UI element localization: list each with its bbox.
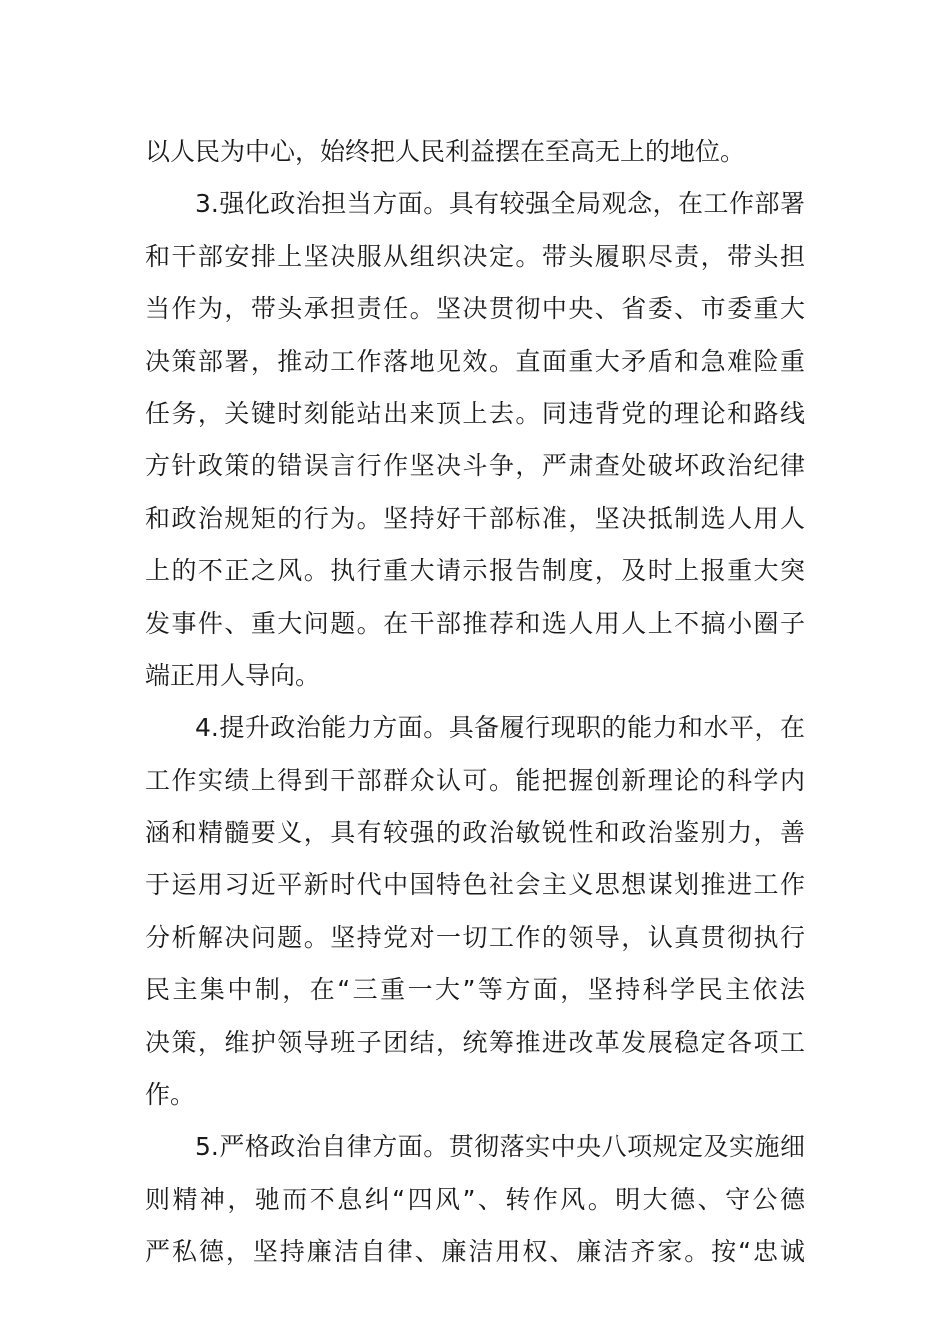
text-line: 端正用人导向。 bbox=[145, 660, 321, 690]
text-line: 于运用习近平新时代中国特色社会主义思想谋划推进工作 bbox=[145, 870, 805, 900]
text-line: 和干部安排上坚决服从组织决定。带头履职尽责，带头担 bbox=[145, 241, 805, 271]
text-line: 严私德，坚持廉洁自律、廉洁用权、廉洁齐家。按“忠诚 bbox=[145, 1237, 805, 1267]
text-line: 以人民为中心，始终把人民利益摆在至高无上的地位。 bbox=[145, 137, 746, 166]
text-line: 和政治规矩的行为。坚持好干部标准，坚决抵制选人用人 bbox=[145, 503, 805, 533]
text-line: 4.提升政治能力方面。具备履行现职的能力和水平，在 bbox=[195, 713, 805, 743]
text-line: 决策部署，推动工作落地见效。直面重大矛盾和急难险重 bbox=[145, 346, 805, 376]
body-text bbox=[145, 126, 805, 1279]
text-line: 决策，维护领导班子团结，统筹推进改革发展稳定各项工 bbox=[145, 1027, 805, 1057]
text-line: 任务，关键时刻能站出来顶上去。同违背党的理论和路线 bbox=[145, 398, 805, 428]
text-line: 工作实绩上得到干部群众认可。能把握创新理论的科学内 bbox=[145, 765, 805, 795]
text-line: 分析解决问题。坚持党对一切工作的领导，认真贯彻执行 bbox=[145, 922, 805, 952]
text-line: 民主集中制，在“三重一大”等方面，坚持科学民主依法 bbox=[145, 975, 805, 1005]
text-line: 3.强化政治担当方面。具有较强全局观念，在工作部署 bbox=[195, 189, 805, 219]
text-line: 涵和精髓要义，具有较强的政治敏锐性和政治鉴别力，善 bbox=[145, 818, 805, 848]
text-line: 发事件、重大问题。在干部推荐和选人用人上不搞小圈子 bbox=[145, 608, 805, 638]
text-line: 作。 bbox=[145, 1080, 196, 1110]
text-line: 上的不正之风。执行重大请示报告制度，及时上报重大突 bbox=[145, 556, 805, 586]
text-line: 方针政策的错误言行作坚决斗争，严肃查处破坏政治纪律 bbox=[145, 451, 805, 481]
text-line: 5.严格政治自律方面。贯彻落实中央八项规定及实施细 bbox=[195, 1132, 805, 1162]
text-line: 则精神，驰而不息纠“四风”、转作风。明大德、守公德 bbox=[145, 1184, 805, 1214]
text-line: 当作为，带头承担责任。坚决贯彻中央、省委、市委重大 bbox=[145, 294, 805, 324]
